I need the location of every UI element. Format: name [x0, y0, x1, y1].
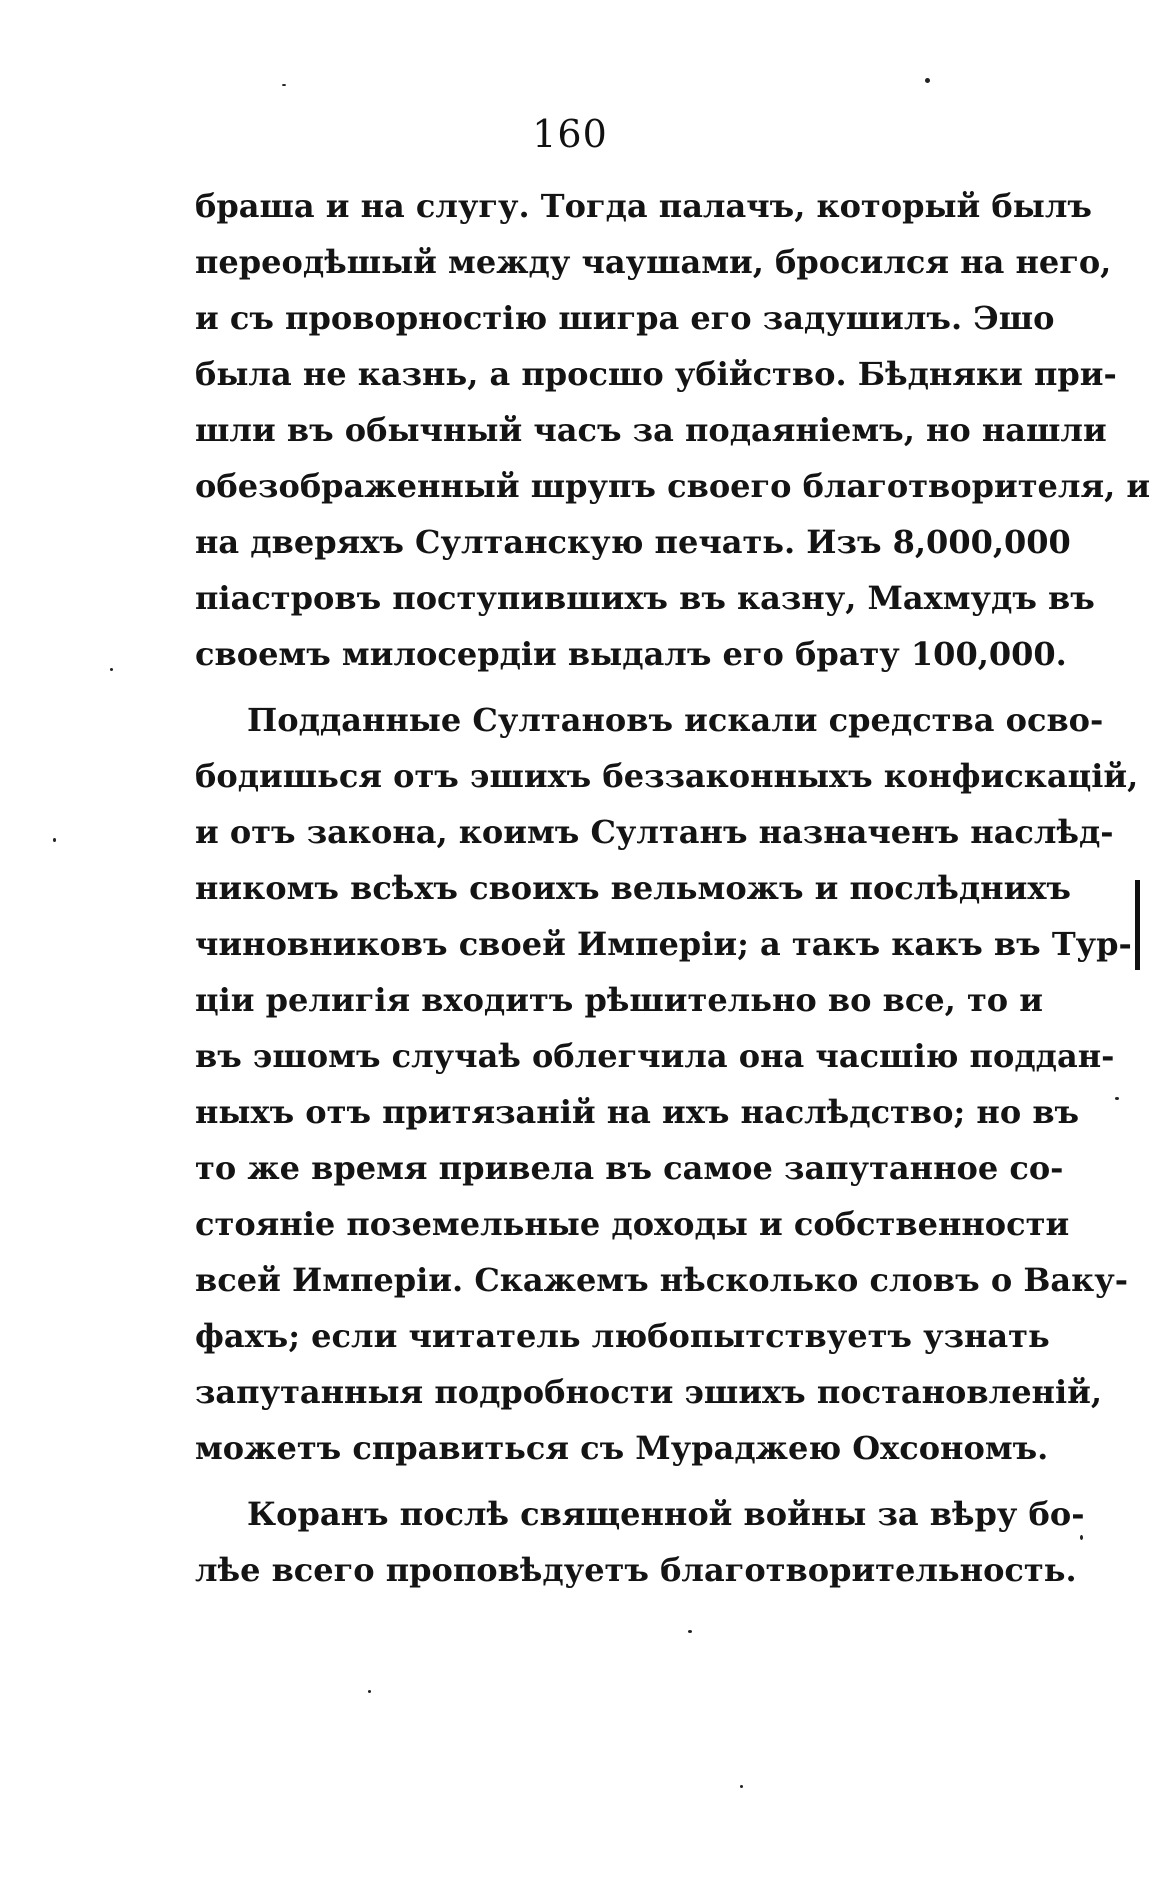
- text-line: переодѣшый между чаушами, бросился на него,: [195, 243, 1112, 281]
- text-line: ціи религія входитъ рѣшительно во все, то и: [195, 981, 1043, 1019]
- text-line: можетъ справиться съ Мураджею Охсономъ.: [195, 1429, 1049, 1467]
- paragraph-3: [195, 1486, 1085, 1598]
- paragraph-2: [195, 692, 1139, 1476]
- text-line: фахъ; если читатель любопытствуетъ узнать: [195, 1317, 1050, 1355]
- scan-edge-mark: [1135, 880, 1140, 970]
- scan-speck: [368, 1690, 371, 1693]
- text-line: браша и на слугу. Тогда палачъ, который былъ: [195, 187, 1092, 225]
- text-line: въ эшомъ случаѣ облегчила она часшію поддан-: [195, 1037, 1115, 1075]
- text-line: всей Имперіи. Скажемъ нѣсколько словъ о Ваку-: [195, 1261, 1128, 1299]
- text-line: Коранъ послѣ священной войны за вѣру бо-: [247, 1495, 1085, 1533]
- text-line: то же время привела въ самое запутанное со-: [195, 1149, 1064, 1187]
- text-line: и отъ закона, коимъ Султанъ назначенъ наслѣд-: [195, 813, 1114, 851]
- text-line: и съ проворностію шигра его задушилъ. Эшо: [195, 299, 1055, 337]
- text-line: Подданные Султановъ искали средства осво-: [247, 701, 1104, 739]
- scan-speck: [110, 668, 113, 671]
- scan-speck: [282, 84, 286, 86]
- text-line: лѣе всего проповѣдуетъ благотворительность.: [195, 1551, 1077, 1589]
- scan-speck: [925, 78, 930, 83]
- text-line: была не казнь, а просшо убійство. Бѣдняки при-: [195, 355, 1117, 393]
- text-line: ныхъ отъ притязаній на ихъ наслѣдство; но въ: [195, 1093, 1080, 1131]
- text-line: на дверяхъ Султанскую печать. Изъ 8,000,000: [195, 523, 1071, 561]
- text-line: чиновниковъ своей Имперіи; а такъ какъ въ Тур-: [195, 925, 1132, 963]
- text-line: піастровъ поступившихъ въ казну, Махмудъ въ: [195, 579, 1095, 617]
- page-number: 160: [532, 112, 608, 156]
- paragraph-1: [195, 178, 1150, 682]
- text-line: своемъ милосердіи выдалъ его брату 100,000.: [195, 635, 1067, 673]
- scan-speck: [688, 1630, 692, 1633]
- text-line: стояніе поземельные доходы и собственности: [195, 1205, 1070, 1243]
- scan-speck: [1115, 1097, 1119, 1100]
- scan-speck: [740, 1785, 743, 1788]
- text-line: обезображенный шрупъ своего благотворителя, и: [195, 467, 1150, 505]
- scan-speck: [1080, 1535, 1083, 1540]
- body-text: [195, 178, 1150, 1598]
- scan-speck: [53, 838, 56, 842]
- text-line: шли въ обычный часъ за подаяніемъ, но нашли: [195, 411, 1107, 449]
- text-line: бодишься отъ эшихъ беззаконныхъ конфискацій,: [195, 757, 1139, 795]
- text-line: запутанныя подробности эшихъ постановленій,: [195, 1373, 1102, 1411]
- text-line: никомъ всѣхъ своихъ вельможъ и послѣднихъ: [195, 869, 1071, 907]
